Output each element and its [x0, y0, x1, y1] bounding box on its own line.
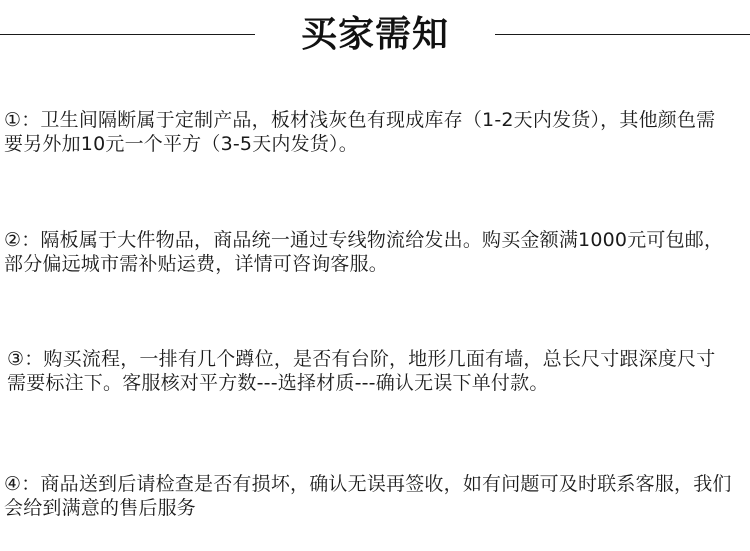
notice-item-shipping: ②：隔板属于大件物品，商品统一通过专线物流给发出。购买金额满1000元可包邮，部分偏远城市需补贴运费，详情可咨询客服。: [4, 229, 724, 275]
header-right-divider: [495, 34, 750, 35]
notice-item-stock-and-color: ①：卫生间隔断属于定制产品，板材浅灰色有现成库存（1-2天内发货），其他颜色需要另外加10元一个平方（3-5天内发货）。: [4, 109, 716, 155]
header-left-divider: [0, 34, 255, 35]
page-title: 买家需知: [300, 13, 449, 55]
page-header: [0, 0, 750, 70]
notice-item-purchase-process: ③：购买流程，一排有几个蹲位，是否有台阶，地形几面有墙，总长尺寸跟深度尺寸需要标注下。客服核对平方数---选择材质---确认无误下单付款。: [7, 348, 716, 394]
notice-item-after-sales: ④：商品送到后请检查是否有损坏，确认无误再签收，如有问题可及时联系客服，我们会给到满意的售后服务: [4, 473, 732, 519]
